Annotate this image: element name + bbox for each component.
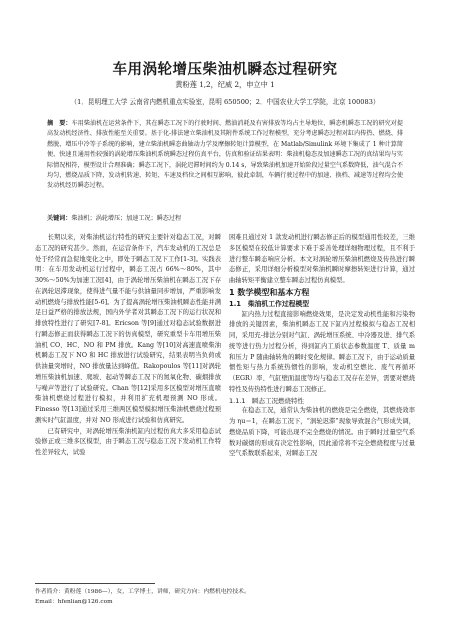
keywords-text: 柴油机；涡轮增压；加速工况；瞬态过程 bbox=[71, 215, 182, 222]
author-footnote: 作者简介：黄粉莲（1986—），女，工学博士，讲师，研究方向：内燃机电控技术。 bbox=[35, 589, 250, 595]
left-column bbox=[35, 233, 221, 459]
abstract-text: 车用柴油机在运营条件下，其在瞬态工况下的行驶时间、燃油消耗及有害排放等均占主导地位，瞬态机瞬态工况的研究对提高发动机经济性、排放性能至关重要。基于化-排法建立柴油机及其附件系统工作过程模型，充分考虑瞬态过程对缸内传热、燃烧、排燃脱、增压中冷等子系统的影响，建立柴油机瞬态曲轴动力学及摩擦转矩计算模型，在 Matlab/Simulink 环境下集成了 1 种计算简便、快速且通用性较强的涡轮增压柴油机系统瞬态过程仿真平台，仿真和验证结果表明：柴油机稳态及加速瞬态工况的真结果均与实际情况相符，模型设计合理准确；瞬态工况下，涡轮迟滞时间约为 0.14 s，导致柴油机加速开始阶段过量空气系数降低，油气混合不均匀，燃烧品质下降，发动机转速、转矩、车速及档位之间相互影响，彼此牵制，车辆行驶过程中的加速、换档、减速等过程均会使发动机经历瞬态过程。 bbox=[47, 120, 404, 190]
author-email: Email：hfenlian@126.com bbox=[35, 599, 113, 605]
keywords-label: 关键词： bbox=[47, 215, 72, 222]
body-paragraph: 已有研究中，对涡轮增压柴油机缸内过程仿真大多采用稳态试验修正或三维多区模型，由于瞬态工况与稳态工况下发动机工作特性差异较大，试验 bbox=[35, 427, 221, 456]
abstract-label: 摘 要： bbox=[47, 120, 72, 127]
section-heading: 1 数学模型和基本方程 bbox=[229, 287, 310, 297]
body-paragraph: 困难且通过对 1 款发动机进行瞬态修正后的模型通用性较差，三维多区模型在较低计算要求下难于妥善处理详细物理过程，且不利于进行整车瞬态响应分析。本文对涡轮增压柴油机燃烧及传热进行瞬态修正，采用详细分析模型对柴油机瞬时摩擦转矩进行计算，通过曲轴转矩平衡建立整车瞬态过程仿真模型。 bbox=[229, 234, 415, 284]
body-paragraph: 在稳态工况，通常认为柴油机的燃烧是完全燃烧，其燃烧效率为 ηu＝1，在瞬态工况下，“涡轮迟滞”现象导致混合气形成失调，燃烧品质下降，可能出现不完全燃烧的情况。由于瞬时过量空气系数对碳烟的形成有决定性影响，因此通常将不完全燃烧程度与过量空气系数联系起来，对瞬态工况 bbox=[229, 407, 415, 458]
abstract bbox=[47, 119, 403, 192]
paper-title: 车用涡轮增压柴油机瞬态过程研究 bbox=[112, 62, 338, 78]
body-paragraph: 长期以来，对柴油机运行特性的研究主要针对稳态工况，对瞬态工况的研究甚少。然而，在运营条件下，汽车发动机的工况总是处于经常而急促地变化之中，即处于瞬态工况下工作[1-3]。实践表明：在车用发动机运行过程中，瞬态工况占 66%～80%，其中 30%～50%为加速工况[4]，由于涡轮增压柴油机在瞬态工况下存在涡轮迟滞现象，使得进气量不能与供油量同步增加，严重影响发动机燃烧与排放性能[5-6]。为了提高涡轮增压柴油机瞬态性能并满足日益严格的排放法规，国内外学者对其瞬态工况下的运行状况和排放特性进行了研究[7-8]。Ericson 等[9]通过对稳态试验数据进行瞬态修正而获得瞬态工况下的仿真模型，研究重型卡车用增压柴油机 CO、HC、NO 和 PM 排放。Kang 等[10]对高速直喷柴油机瞬态工况下 NO 和 HC 排放进行试验研究，结果表明当负荷或供油量突增时，NO 排放量达到峰值。Rakopoulos 等[11]对涡轮增压柴油机加速、爬坡、起动等瞬态工况下的氮氧化物、碳烟排放与噪声等进行了试验研究。Chan 等[12]采用多区模型对增压直喷柴油机燃烧过程进行模拟，并利用扩充机理预测 NO 形成。Finesso 等[13]通过采用三维两区模型模拟增压柴油机燃烧过程预测实时气缸温度，并对 NO 形成进行试验和仿真研究。 bbox=[35, 234, 221, 424]
subsection-heading: 1.1 柴油机工作过程模型 bbox=[229, 299, 310, 308]
author-list: 黄粉莲 1,2，纪威 2，申立中 1 bbox=[175, 80, 275, 89]
affiliation: （1．昆明理工大学 云南省内燃机重点实验室，昆明 650500；2．中国农业大学工学院，北京 100083） bbox=[70, 98, 380, 106]
subsubsection-heading: 1.1.1 瞬态工况燃烧特性 bbox=[229, 396, 305, 405]
body-paragraph: 缸内热力过程直接影响燃烧效果，是决定发动机性能和污染物排放的关键因素，柴油机瞬态工况下缸内过程模拟与稳态工况相同，采用充-排法分别对气缸、涡轮增压系统、中冷器及进、排气系统等进行热力过程分析，得到缸内工质状态参数温度 T、质量 m 和压力 P 随曲轴转角的瞬时变化规律。瞬态工况下，由于运动质量惯性矩与热力系统热惯性的影响，发动机空燃比、废气再循环（EGR）率、气缸壁面温度等均与稳态工况存在差异，需要对燃烧特性及传热特性进行瞬态工况修正。 bbox=[229, 310, 415, 393]
right-column bbox=[229, 233, 415, 460]
footnote-divider bbox=[35, 583, 155, 584]
keywords bbox=[47, 213, 403, 222]
